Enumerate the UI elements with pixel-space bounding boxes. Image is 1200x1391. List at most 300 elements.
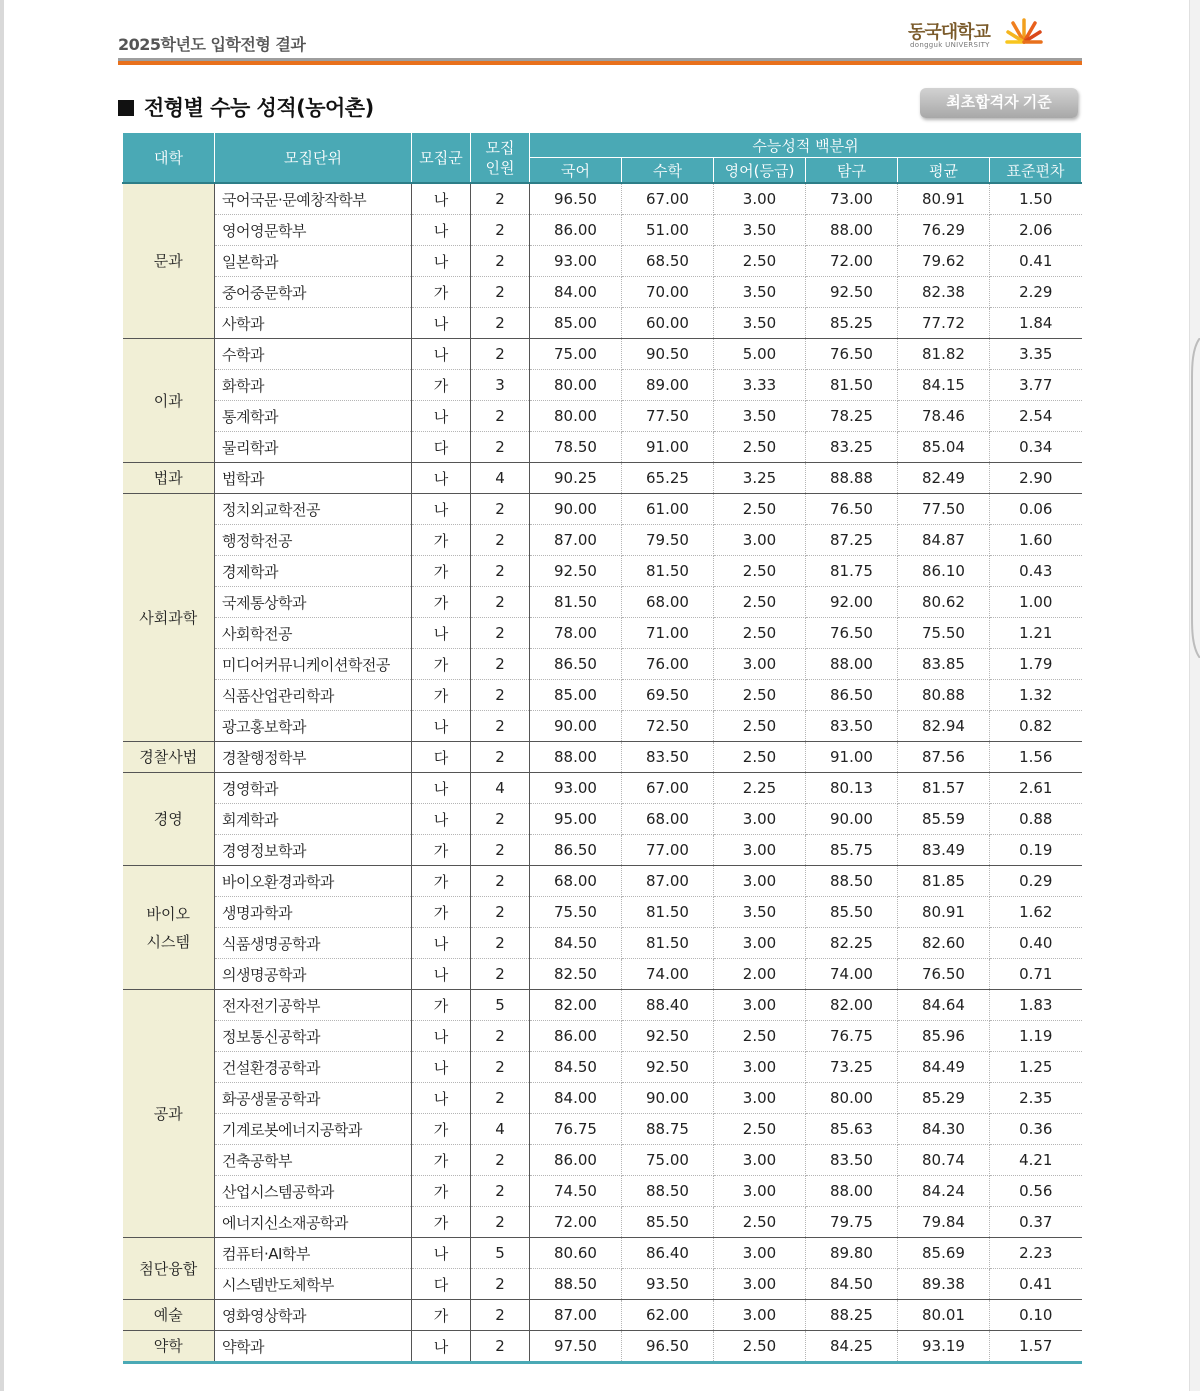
english-cell: 3.50 [714,897,806,928]
unit-cell: 식품생명공학과 [215,928,412,959]
math-cell: 77.00 [622,835,714,866]
english-cell: 3.00 [714,1176,806,1207]
english-cell: 2.50 [714,246,806,277]
table-row [123,1300,1082,1331]
math-cell: 93.50 [622,1269,714,1300]
count-cell: 4 [471,1114,530,1145]
average-cell: 76.50 [898,959,990,990]
unit-cell: 에너지신소재공학과 [215,1207,412,1238]
english-cell: 3.00 [714,1083,806,1114]
korean-cell: 88.00 [530,742,622,773]
unit-cell: 전자전기공학부 [215,990,412,1021]
math-cell: 75.00 [622,1145,714,1176]
average-cell: 81.57 [898,773,990,804]
stdev-cell: 1.57 [990,1331,1082,1363]
korean-cell: 78.50 [530,432,622,463]
lotus-emblem-icon [1004,14,1044,54]
table-row [123,1114,1082,1145]
college-cell: 바이오 시스템 [123,866,215,990]
header-rule-orange [118,61,1082,65]
count-cell: 2 [471,556,530,587]
table-row [123,959,1082,990]
table-row [123,432,1082,463]
table-row [123,1176,1082,1207]
inquiry-cell: 76.50 [806,618,898,649]
unit-cell: 건축공학부 [215,1145,412,1176]
unit-cell: 광고홍보학과 [215,711,412,742]
english-cell: 3.50 [714,308,806,339]
count-cell: 2 [471,1145,530,1176]
stdev-cell: 2.35 [990,1083,1082,1114]
count-cell: 2 [471,1207,530,1238]
inquiry-cell: 87.25 [806,525,898,556]
korean-cell: 92.50 [530,556,622,587]
stdev-cell: 2.54 [990,401,1082,432]
unit-cell: 영화영상학과 [215,1300,412,1331]
group-cell: 나 [412,463,471,494]
table-row [123,587,1082,618]
average-cell: 78.46 [898,401,990,432]
header-unit: 모집단위 [215,133,412,184]
average-cell: 82.38 [898,277,990,308]
group-cell: 가 [412,835,471,866]
table-row [123,897,1082,928]
table-row [123,401,1082,432]
group-cell: 나 [412,215,471,246]
average-cell: 77.50 [898,494,990,525]
korean-cell: 96.50 [530,183,622,215]
table-row [123,742,1082,773]
math-cell: 74.00 [622,959,714,990]
average-cell: 84.49 [898,1052,990,1083]
table-row [123,618,1082,649]
korean-cell: 90.00 [530,711,622,742]
stdev-cell: 1.21 [990,618,1082,649]
korean-cell: 82.50 [530,959,622,990]
college-cell: 문과 [123,183,215,339]
inquiry-cell: 80.13 [806,773,898,804]
header-group: 모집군 [412,133,471,184]
table-row [123,711,1082,742]
math-cell: 67.00 [622,183,714,215]
korean-cell: 84.50 [530,1052,622,1083]
average-cell: 85.69 [898,1238,990,1269]
count-cell: 2 [471,649,530,680]
math-cell: 76.00 [622,649,714,680]
group-cell: 나 [412,246,471,277]
math-cell: 90.50 [622,339,714,370]
count-cell: 3 [471,370,530,401]
math-cell: 62.00 [622,1300,714,1331]
korean-cell: 93.00 [530,246,622,277]
header-subject: 국어 [530,158,622,184]
math-cell: 71.00 [622,618,714,649]
unit-cell: 물리학과 [215,432,412,463]
header-subject: 영어(등급) [714,158,806,184]
average-cell: 79.84 [898,1207,990,1238]
group-cell: 가 [412,1176,471,1207]
stdev-cell: 0.71 [990,959,1082,990]
math-cell: 89.00 [622,370,714,401]
math-cell: 68.00 [622,804,714,835]
average-cell: 80.91 [898,897,990,928]
stdev-cell: 2.23 [990,1238,1082,1269]
count-cell: 2 [471,401,530,432]
korean-cell: 78.00 [530,618,622,649]
header-subject: 탐구 [806,158,898,184]
korean-cell: 80.00 [530,370,622,401]
korean-cell: 86.50 [530,835,622,866]
table-row [123,183,1082,215]
english-cell: 2.00 [714,959,806,990]
count-cell: 2 [471,277,530,308]
math-cell: 79.50 [622,525,714,556]
group-cell: 나 [412,1238,471,1269]
unit-cell: 통계학과 [215,401,412,432]
unit-cell: 영어영문학부 [215,215,412,246]
inquiry-cell: 82.25 [806,928,898,959]
stdev-cell: 0.56 [990,1176,1082,1207]
english-cell: 3.00 [714,866,806,897]
math-cell: 51.00 [622,215,714,246]
math-cell: 91.00 [622,432,714,463]
english-cell: 3.00 [714,1300,806,1331]
group-cell: 나 [412,494,471,525]
inquiry-cell: 79.75 [806,1207,898,1238]
average-cell: 85.04 [898,432,990,463]
korean-cell: 97.50 [530,1331,622,1363]
table-row [123,494,1082,525]
korean-cell: 84.00 [530,277,622,308]
inquiry-cell: 92.00 [806,587,898,618]
table-row [123,556,1082,587]
unit-cell: 건설환경공학과 [215,1052,412,1083]
korean-cell: 80.60 [530,1238,622,1269]
table-row [123,1238,1082,1269]
korean-cell: 76.75 [530,1114,622,1145]
scroll-handle-icon [1190,338,1200,658]
average-cell: 84.30 [898,1114,990,1145]
count-cell: 2 [471,835,530,866]
inquiry-cell: 91.00 [806,742,898,773]
college-cell: 예술 [123,1300,215,1331]
inquiry-cell: 72.00 [806,246,898,277]
average-cell: 83.49 [898,835,990,866]
korean-cell: 85.00 [530,308,622,339]
stdev-cell: 0.43 [990,556,1082,587]
group-cell: 다 [412,432,471,463]
english-cell: 3.50 [714,401,806,432]
math-cell: 96.50 [622,1331,714,1363]
count-cell: 2 [471,339,530,370]
table-row [123,215,1082,246]
korean-cell: 93.00 [530,773,622,804]
table-row [123,1207,1082,1238]
korean-cell: 95.00 [530,804,622,835]
count-cell: 5 [471,1238,530,1269]
stdev-cell: 0.41 [990,246,1082,277]
inquiry-cell: 84.50 [806,1269,898,1300]
group-cell: 나 [412,773,471,804]
math-cell: 61.00 [622,494,714,525]
group-cell: 나 [412,928,471,959]
korean-cell: 85.00 [530,680,622,711]
table-row [123,773,1082,804]
english-cell: 2.50 [714,494,806,525]
math-cell: 77.50 [622,401,714,432]
group-cell: 가 [412,1145,471,1176]
inquiry-cell: 85.50 [806,897,898,928]
inquiry-cell: 81.75 [806,556,898,587]
english-cell: 3.00 [714,1052,806,1083]
count-cell: 2 [471,1176,530,1207]
stdev-cell: 1.84 [990,308,1082,339]
english-cell: 3.00 [714,649,806,680]
group-cell: 나 [412,183,471,215]
stdev-cell: 0.34 [990,432,1082,463]
korean-cell: 88.50 [530,1269,622,1300]
count-cell: 2 [471,804,530,835]
english-cell: 2.50 [714,1021,806,1052]
korean-cell: 86.50 [530,649,622,680]
count-cell: 2 [471,1300,530,1331]
scroll-track[interactable] [1189,0,1200,1391]
inquiry-cell: 88.00 [806,649,898,680]
unit-cell: 미디어커뮤니케이션학전공 [215,649,412,680]
logo-subtext: dongguk UNIVERSITY [910,41,990,49]
english-cell: 3.50 [714,215,806,246]
inquiry-cell: 84.25 [806,1331,898,1363]
table-row [123,866,1082,897]
stdev-cell: 2.90 [990,463,1082,494]
count-cell: 2 [471,680,530,711]
inquiry-cell: 76.75 [806,1021,898,1052]
english-cell: 5.00 [714,339,806,370]
college-cell: 공과 [123,990,215,1238]
inquiry-cell: 76.50 [806,494,898,525]
english-cell: 2.50 [714,711,806,742]
table-row [123,928,1082,959]
average-cell: 93.19 [898,1331,990,1363]
count-cell: 2 [471,246,530,277]
group-cell: 나 [412,959,471,990]
math-cell: 69.50 [622,680,714,711]
count-cell: 2 [471,897,530,928]
unit-cell: 법학과 [215,463,412,494]
stdev-cell: 0.41 [990,1269,1082,1300]
count-cell: 2 [471,494,530,525]
english-cell: 3.25 [714,463,806,494]
stdev-cell: 0.10 [990,1300,1082,1331]
english-cell: 2.50 [714,432,806,463]
average-cell: 81.85 [898,866,990,897]
unit-cell: 정보통신공학과 [215,1021,412,1052]
math-cell: 81.50 [622,928,714,959]
unit-cell: 수학과 [215,339,412,370]
english-cell: 3.00 [714,990,806,1021]
stdev-cell: 0.29 [990,866,1082,897]
average-cell: 82.94 [898,711,990,742]
stdev-cell: 0.06 [990,494,1082,525]
table-row [123,1083,1082,1114]
inquiry-cell: 81.50 [806,370,898,401]
table-row [123,1331,1082,1363]
english-cell: 2.50 [714,618,806,649]
table-row [123,1021,1082,1052]
math-cell: 81.50 [622,556,714,587]
average-cell: 84.15 [898,370,990,401]
average-cell: 80.91 [898,183,990,215]
unit-cell: 중어중문학과 [215,277,412,308]
table-row [123,804,1082,835]
korean-cell: 72.00 [530,1207,622,1238]
unit-cell: 회계학과 [215,804,412,835]
korean-cell: 82.00 [530,990,622,1021]
stdev-cell: 1.19 [990,1021,1082,1052]
stdev-cell: 3.35 [990,339,1082,370]
table-row [123,339,1082,370]
math-cell: 60.00 [622,308,714,339]
inquiry-cell: 73.00 [806,183,898,215]
korean-cell: 86.00 [530,215,622,246]
header-count: 모집 인원 [471,133,530,184]
unit-cell: 바이오환경과학과 [215,866,412,897]
english-cell: 2.50 [714,556,806,587]
stdev-cell: 1.25 [990,1052,1082,1083]
scroll-handle[interactable] [1190,338,1200,658]
group-cell: 가 [412,990,471,1021]
unit-cell: 컴퓨터·AI학부 [215,1238,412,1269]
stdev-cell: 1.79 [990,649,1082,680]
group-cell: 가 [412,587,471,618]
average-cell: 84.24 [898,1176,990,1207]
english-cell: 3.00 [714,804,806,835]
unit-cell: 경찰행정학부 [215,742,412,773]
stdev-cell: 2.61 [990,773,1082,804]
unit-cell: 행정학전공 [215,525,412,556]
group-cell: 가 [412,649,471,680]
stdev-cell: 0.88 [990,804,1082,835]
unit-cell: 국어국문·문예창작학부 [215,183,412,215]
group-cell: 나 [412,401,471,432]
inquiry-cell: 90.00 [806,804,898,835]
inquiry-cell: 88.00 [806,1176,898,1207]
group-cell: 나 [412,1052,471,1083]
criteria-button[interactable]: 최초합격자 기준 [920,88,1078,118]
korean-cell: 80.00 [530,401,622,432]
count-cell: 2 [471,866,530,897]
stdev-cell: 1.62 [990,897,1082,928]
inquiry-cell: 89.80 [806,1238,898,1269]
stdev-cell: 0.82 [990,711,1082,742]
count-cell: 2 [471,618,530,649]
table-row [123,308,1082,339]
group-cell: 가 [412,525,471,556]
count-cell: 2 [471,742,530,773]
stdev-cell: 1.32 [990,680,1082,711]
unit-cell: 국제통상학과 [215,587,412,618]
table-row [123,649,1082,680]
korean-cell: 84.50 [530,928,622,959]
average-cell: 85.29 [898,1083,990,1114]
inquiry-cell: 85.75 [806,835,898,866]
unit-cell: 경영학과 [215,773,412,804]
inquiry-cell: 83.25 [806,432,898,463]
korean-cell: 68.00 [530,866,622,897]
group-cell: 가 [412,897,471,928]
unit-cell: 일본학과 [215,246,412,277]
group-cell: 나 [412,308,471,339]
college-cell: 경찰사법 [123,742,215,773]
results-table [122,132,1082,1364]
english-cell: 2.50 [714,1114,806,1145]
stdev-cell: 0.19 [990,835,1082,866]
group-cell: 다 [412,1269,471,1300]
english-cell: 2.25 [714,773,806,804]
stdev-cell: 3.77 [990,370,1082,401]
group-cell: 가 [412,1114,471,1145]
unit-cell: 정치외교학전공 [215,494,412,525]
inquiry-cell: 92.50 [806,277,898,308]
count-cell: 2 [471,711,530,742]
unit-cell: 화공생물공학과 [215,1083,412,1114]
header-college: 대학 [123,133,215,184]
korean-cell: 81.50 [530,587,622,618]
math-cell: 72.50 [622,711,714,742]
count-cell: 2 [471,215,530,246]
average-cell: 85.96 [898,1021,990,1052]
inquiry-cell: 73.25 [806,1052,898,1083]
inquiry-cell: 88.25 [806,1300,898,1331]
average-cell: 80.62 [898,587,990,618]
english-cell: 3.33 [714,370,806,401]
college-cell: 사회과학 [123,494,215,742]
math-cell: 81.50 [622,897,714,928]
college-cell: 첨단융합 [123,1238,215,1300]
unit-cell: 경영정보학과 [215,835,412,866]
inquiry-cell: 85.25 [806,308,898,339]
average-cell: 87.56 [898,742,990,773]
table-row [123,277,1082,308]
count-cell: 2 [471,308,530,339]
inquiry-cell: 76.50 [806,339,898,370]
unit-cell: 식품산업관리학과 [215,680,412,711]
stdev-cell: 1.00 [990,587,1082,618]
english-cell: 3.00 [714,183,806,215]
table-row [123,835,1082,866]
math-cell: 68.50 [622,246,714,277]
count-cell: 4 [471,463,530,494]
average-cell: 86.10 [898,556,990,587]
korean-cell: 84.00 [530,1083,622,1114]
korean-cell: 90.25 [530,463,622,494]
group-cell: 가 [412,866,471,897]
table-row [123,990,1082,1021]
group-cell: 가 [412,370,471,401]
count-cell: 2 [471,525,530,556]
english-cell: 3.00 [714,835,806,866]
college-cell: 이과 [123,339,215,463]
header-csat: 수능성적 백분위 [530,133,1082,158]
count-cell: 2 [471,432,530,463]
stdev-cell: 1.60 [990,525,1082,556]
results-table-body [123,183,1082,1363]
group-cell: 가 [412,1300,471,1331]
unit-cell: 화학과 [215,370,412,401]
stdev-cell: 2.29 [990,277,1082,308]
inquiry-cell: 86.50 [806,680,898,711]
group-cell: 나 [412,804,471,835]
